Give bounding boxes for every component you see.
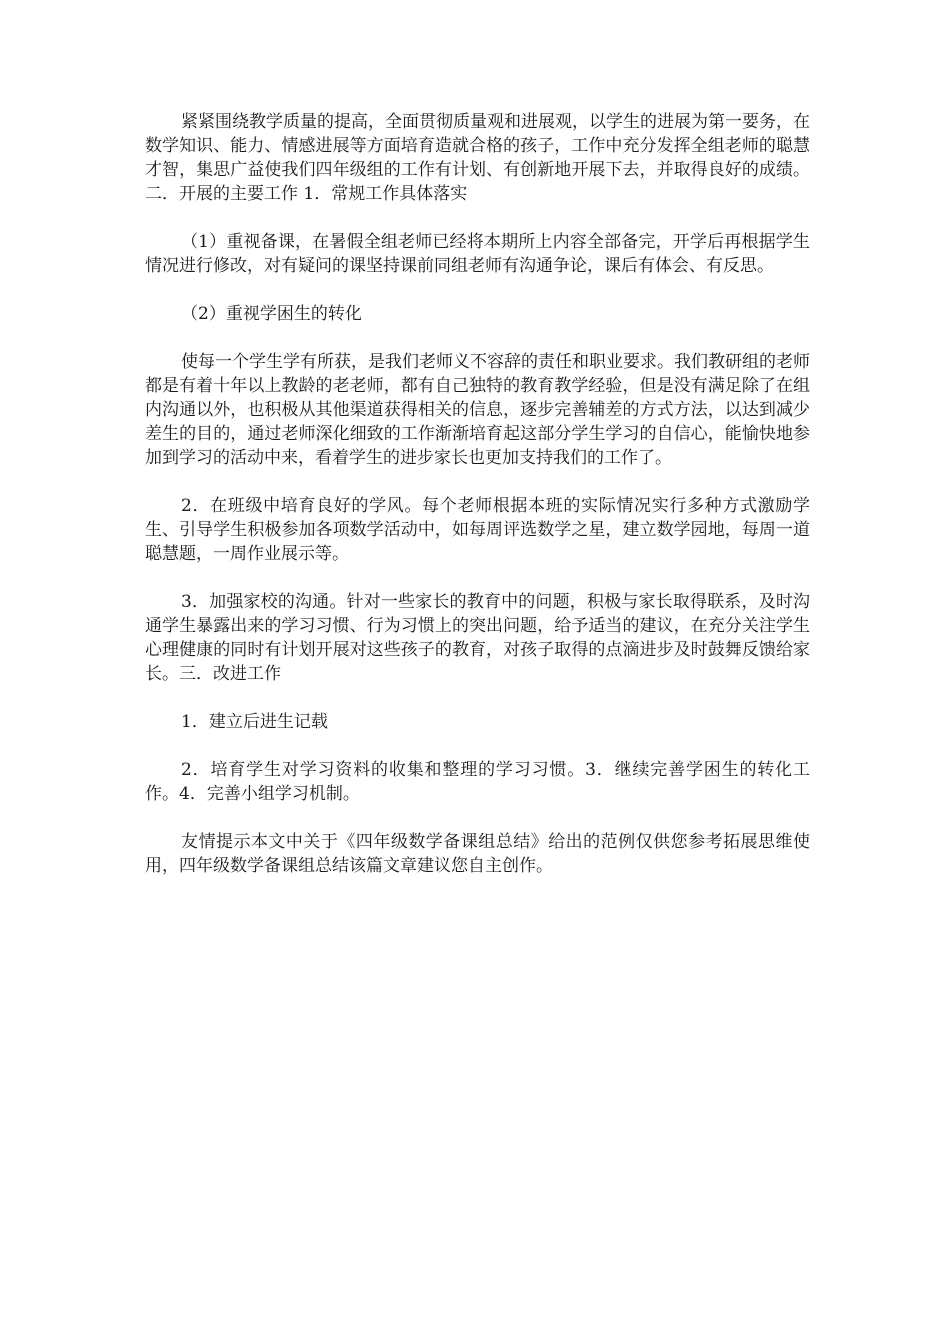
paragraph-intro: 紧紧围绕教学质量的提高，全面贯彻质量观和进展观，以学生的进展为第一要务，在数学知识、能力、情感进展等方面培育造就合格的孩子，工作中充分发挥全组老师的聪慧才智，集思广益使我们四年级组的工作有计划、有创新地开展下去，并取得良好的成绩。二．开展的主要工作 1．常规工作具体落实 — [145, 112, 810, 204]
paragraph-class-culture: 2．在班级中培育良好的学风。每个老师根据本班的实际情况实行多种方式激励学生、引导学生积极参加各项数学活动中，如每周评选数学之星，建立数学园地，每周一道聪慧题，一周作业展示等。 — [145, 496, 810, 564]
paragraph-struggling-students: 使每一个学生学有所获，是我们老师义不容辞的责任和职业要求。我们教研组的老师都是有着十年以上教龄的老老师，都有自己独特的教育教学经验，但是没有满足除了在组内沟通以外，也积极从其他渠道获得相关的信息，逐步完善辅差的方式方法，以达到减少差生的目的，通过老师深化细致的工作渐渐培育起这部分学生学习的自信心，能愉快地参加到学习的活动中来，看着学生的进步家长也更加支持我们的工作了。 — [145, 352, 810, 468]
paragraph-records: 1．建立后进生记载 — [181, 712, 328, 732]
paragraph-home-school: 3．加强家校的沟通。针对一些家长的教育中的问题，积极与家长取得联系，及时沟通学生暴露出来的学习习惯、行为习惯上的突出问题，给予适当的建议，在充分关注学生心理健康的同时有计划开展对这些孩子的教育，对孩子取得的点滴进步及时鼓舞反馈给家长。三．改进工作 — [145, 592, 810, 684]
paragraph-notice: 友情提示本文中关于《四年级数学备课组总结》给出的范例仅供您参考拓展思维使用，四年级数学备课组总结该篇文章建议您自主创作。 — [145, 832, 810, 876]
paragraph-struggling-students-heading: （2）重视学困生的转化 — [181, 304, 362, 324]
paragraph-lesson-prep: （1）重视备课，在暑假全组老师已经将本期所上内容全部备完，开学后再根据学生情况进行修改，对有疑问的课坚持课前同组老师有沟通争论，课后有体会、有反思。 — [145, 232, 810, 276]
document-body — [145, 110, 810, 902]
paragraph-improvements: 2．培育学生对学习资料的收集和整理的学习习惯。3．继续完善学困生的转化工作。4．完善小组学习机制。 — [145, 760, 810, 804]
